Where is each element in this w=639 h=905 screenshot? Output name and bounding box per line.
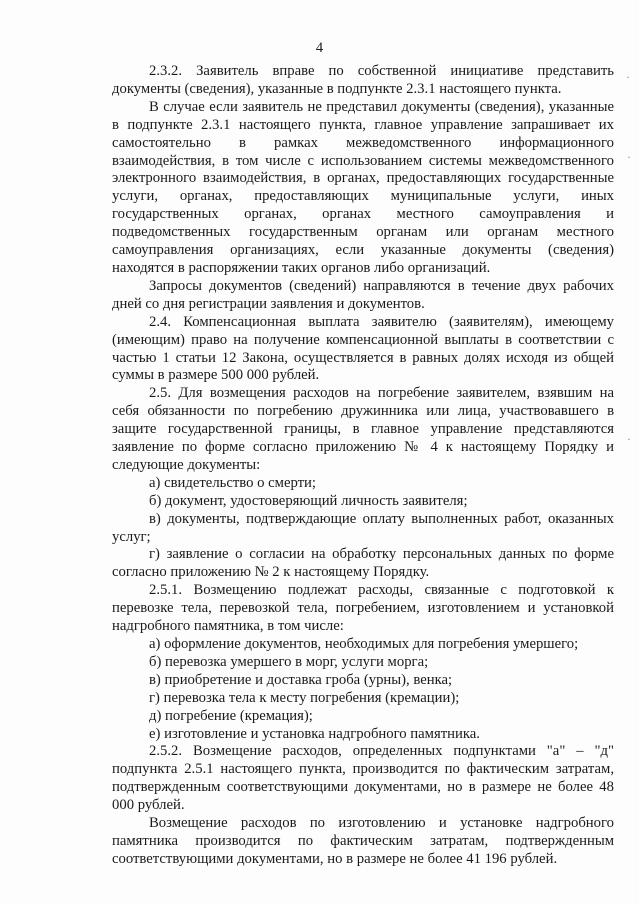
paragraph-2-5: 2.5. Для возмещения расходов на погребение заявителем, взявшим на себя обязанности по погребению дружинника или лица, участвовавшего в защите государственной границы, в главное управление представляются заявление по форме согласно приложению № 4 к настоящему Порядку и следующие документы: [112, 385, 614, 473]
list-item-2-5-a: а) свидетельство о смерти; [149, 474, 316, 491]
list-item-2-5-1-g: г) перевозка тела к месту погребения (кремации); [149, 689, 460, 706]
list-item-2-5-1-e: е) изготовление и установка надгробного памятника. [149, 725, 480, 742]
scan-speck: · [626, 70, 630, 84]
list-item-2-5-v: в) документы, подтверждающие оплату выполненных работ, оказанных услуг; [112, 510, 614, 545]
paragraph-monument-costs: Возмещение расходов по изготовлению и установке надгробного памятника производится по фактическим затратам, подтвержденным соответствующими документами, но в размере не более 41 196 рублей. [112, 815, 614, 867]
paragraph-2-5-1: 2.5.1. Возмещению подлежат расходы, связанные с подготовкой к перевозке тела, перевозкой тела, погребением, изготовлением и установкой надгробного памятника, в том числе: [112, 582, 614, 635]
list-item-2-5-1-a: а) оформление документов, необходимых для погребения умершего; [149, 636, 579, 652]
list-item-2-5-g: г) заявление о согласии на обработку персональных данных по форме согласно приложению № 2 к настоящему Порядку. [112, 546, 614, 581]
list-item-2-5-1-d: д) погребение (кремация); [149, 707, 313, 724]
list-item-2-5-1-b: б) перевозка умершего в морг, услуги морга; [149, 653, 429, 670]
paragraph-2-3-2: 2.3.2. Заявитель вправе по собственной инициативе представить документы (сведения), указанные в подпункте 2.3.1 настоящего пункта. [112, 63, 614, 97]
list-item-2-5-b: б) документ, удостоверяющий личность заявителя; [149, 492, 468, 509]
paragraph-2-4: 2.4. Компенсационная выплата заявителю (заявителям), имеющему (имеющим) право на получение компенсационной выплаты в соответствии с частью 1 статьи 12 Закона, осуществляется в равных долях исходя из общей суммы в размере 500 000 рублей. [112, 313, 614, 384]
list-item-2-5-1-v: в) приобретение и доставка гроба (урны), венка; [149, 671, 453, 688]
paragraph-request-timing: Запросы документов (сведений) направляются в течение двух рабочих дней со дня регистрации заявления и документов. [112, 277, 614, 312]
paragraph-2-5-2: 2.5.2. Возмещение расходов, определенных подпунктами "а" – "д" подпункта 2.5.1 настоящего пункта, производится по фактическим затратам, подтвержденным соответствующими документами, но в размере не более 48 000 рублей. [112, 743, 614, 814]
paragraph-request-procedure: В случае если заявитель не представил документы (сведения), указанные в подпункте 2.3.1 настоящего пункта, главное управление запрашивает их самостоятельно в рамках межведомственного информационного взаимодействия, в том числе с использованием системы межведомственного электронного взаимодействия, в органах, предоставляющих государственные услуги, органах, предоставляющих муниципальные услуги, иных государственных органах, органах местного самоуправления и подведомственных государственным органам или органам местного самоуправления организациях, если указанные документы (сведения) находятся в распоряжении таких органов либо организаций. [112, 98, 614, 276]
document-body [112, 63, 614, 869]
page-number: 4 [315, 40, 324, 56]
scan-speck: · [627, 432, 631, 446]
scan-speck: · [627, 150, 631, 164]
